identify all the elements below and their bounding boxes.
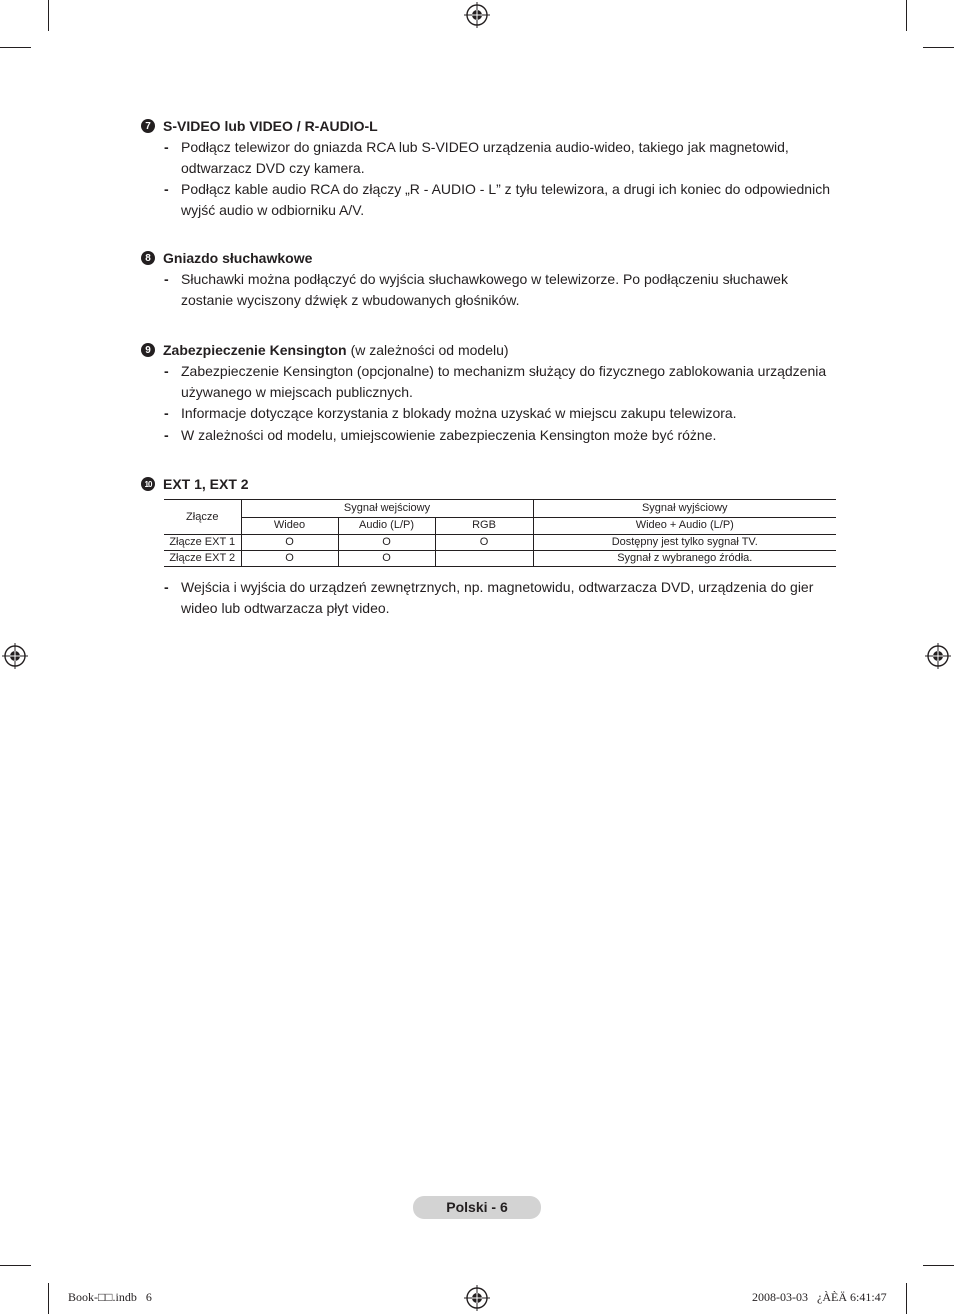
list-item	[141, 137, 841, 178]
table-cell-output: Dostępny jest tylko sygnał TV.	[533, 535, 836, 551]
list-item-text: Informacje dotyczące korzystania z blokady można uzyskać w miejscu zakupu telewizora.	[181, 405, 737, 421]
crop-mark	[923, 1265, 954, 1266]
list-item	[141, 577, 841, 618]
table-cell-output: Sygnał z wybranego źródła.	[533, 551, 836, 567]
table-row	[164, 551, 836, 567]
list-item	[141, 179, 841, 220]
crop-mark	[906, 0, 907, 31]
section-title: Zabezpieczenie Kensington	[163, 342, 347, 358]
connector-table	[164, 499, 836, 567]
bullet-dash: -	[164, 405, 169, 421]
section-heading	[141, 116, 841, 136]
section-kensington	[141, 340, 841, 445]
list-item	[141, 425, 841, 446]
bullet-dash: -	[164, 271, 169, 287]
table-subheader-video: Wideo	[241, 517, 338, 535]
list-item-text: W zależności od modelu, umiejscowienie zabezpieczenia Kensington może być różne.	[181, 426, 717, 443]
table-cell-audio: O	[338, 535, 435, 551]
bullet-dash: -	[164, 181, 169, 197]
table-subheader-rgb: RGB	[435, 517, 533, 535]
crop-mark	[0, 1265, 31, 1266]
list-item-text: Wejścia i wyjścia do urządzeń zewnętrznych, np. magnetowidu, odtwarzacza DVD, urządzenia do gier wideo lub odtwarzacza płyt video.	[181, 579, 814, 616]
crop-mark	[48, 1283, 49, 1314]
section-number-badge: 9	[141, 343, 155, 357]
section-title: Gniazdo słuchawkowe	[163, 250, 313, 266]
list-item-text: Zabezpieczenie Kensington (opcjonalne) to mechanizm służący do fizycznego zablokowania urządzenia używanego w miejscach publicznych.	[181, 363, 827, 400]
section-headphones	[141, 248, 841, 310]
table-cell-connector: Złącze EXT 1	[164, 535, 241, 551]
table-cell-video: O	[241, 551, 338, 567]
registration-mark-icon	[925, 643, 951, 669]
section-heading	[141, 474, 841, 494]
bullet-dash: -	[164, 579, 169, 595]
table-header-connector: Złącze	[164, 500, 241, 535]
bullet-dash: -	[164, 139, 169, 155]
registration-mark-icon	[464, 1285, 490, 1311]
table-cell-audio: O	[338, 551, 435, 567]
section-number-badge: 8	[141, 251, 155, 265]
table-header-input: Sygnał wejściowy	[241, 500, 533, 518]
section-s-video	[141, 116, 841, 220]
page-number-label: Polski - 6	[413, 1196, 541, 1219]
table-row	[164, 535, 836, 551]
section-heading	[141, 248, 841, 268]
table-header-row	[164, 500, 836, 518]
list-item-text: Słuchawki można podłączyć do wyjścia słuchawkowego w telewizorze. Po podłączeniu słuchawek zostanie wyciszony dźwięk z wbudowanych głośników.	[181, 271, 788, 308]
table-subheader-output: Wideo + Audio (L/P)	[533, 517, 836, 535]
bullet-dash: -	[164, 426, 169, 443]
section-number-badge: 10	[141, 477, 155, 491]
section-note: (w zależności od modelu)	[350, 342, 509, 358]
crop-mark	[0, 47, 31, 48]
table-cell-rgb	[435, 551, 533, 567]
list-item-text: Podłącz telewizor do gniazda RCA lub S-VIDEO urządzenia audio-wideo, takiego jak magnetowid, odtwarzacz DVD czy kamera.	[181, 139, 789, 176]
crop-mark	[906, 1283, 907, 1314]
table-cell-video: O	[241, 535, 338, 551]
section-ext-notes	[141, 576, 841, 618]
bullet-dash: -	[164, 363, 169, 379]
list-item-text: Podłącz kable audio RCA do złączy „R - AUDIO - L” z tyłu telewizora, a drugi ich koniec do odpowiednich wyjść audio w odbiorniku A/V.	[181, 181, 830, 218]
list-item	[141, 403, 841, 424]
crop-mark	[48, 0, 49, 31]
table-subheader-audio: Audio (L/P)	[338, 517, 435, 535]
slug-left: Book-□□.indb 6	[68, 1290, 152, 1304]
crop-mark	[923, 47, 954, 48]
section-number-badge: 7	[141, 119, 155, 133]
table-header-output: Sygnał wyjściowy	[533, 500, 836, 518]
registration-mark-icon	[464, 2, 490, 28]
table-subheader-row	[164, 517, 836, 535]
section-heading	[141, 340, 841, 360]
section-title: S-VIDEO lub VIDEO / R-AUDIO-L	[163, 118, 378, 134]
section-ext	[141, 474, 841, 494]
table-cell-rgb: O	[435, 535, 533, 551]
section-title: EXT 1, EXT 2	[163, 476, 249, 492]
registration-mark-icon	[2, 643, 28, 669]
slug-right: 2008-03-03 ¿ÀÈÄ 6:41:47	[752, 1290, 887, 1304]
list-item	[141, 361, 841, 402]
list-item	[141, 269, 841, 310]
table-cell-connector: Złącze EXT 2	[164, 551, 241, 567]
